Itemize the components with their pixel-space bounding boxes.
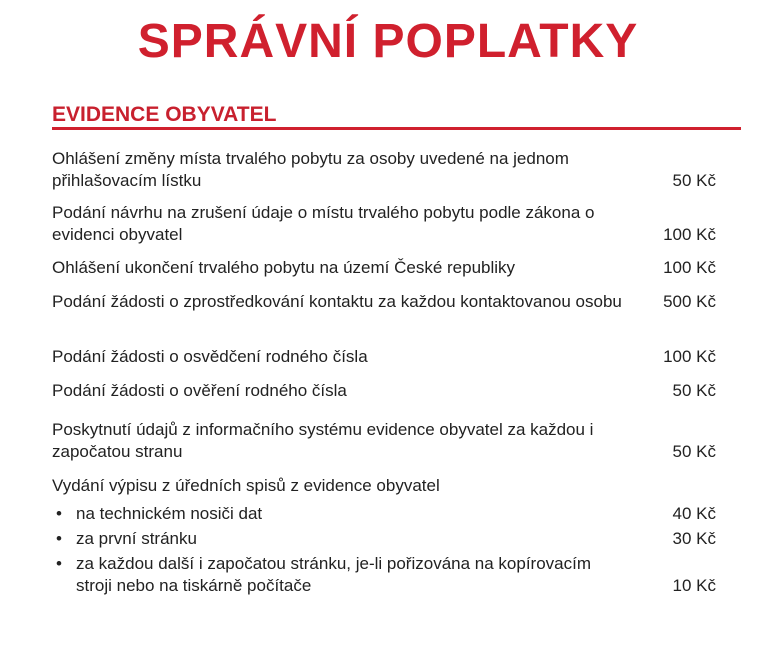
fee-description: Podání žádosti o osvědčení rodného čísla bbox=[52, 347, 368, 366]
fee-price: 100 Kč bbox=[663, 225, 716, 244]
fee-price: 100 Kč bbox=[663, 258, 716, 277]
fee-description: Poskytnutí údajů z informačního systému evidence obyvatel za každou i započatou stranu bbox=[52, 420, 594, 461]
bullet-icon: • bbox=[56, 554, 62, 573]
extract-heading: Vydání výpisu z úředních spisů z evidence obyvatel bbox=[52, 476, 440, 495]
bullet-item bbox=[52, 503, 716, 525]
fee-description: Ohlášení ukončení trvalého pobytu na území České republiky bbox=[52, 258, 516, 277]
fee-row bbox=[52, 148, 716, 192]
bullet-icon: • bbox=[56, 529, 62, 548]
fee-price: 100 Kč bbox=[663, 347, 716, 366]
fee-row bbox=[52, 291, 716, 313]
fee-row bbox=[52, 346, 716, 368]
section-heading: EVIDENCE OBYVATEL bbox=[52, 103, 277, 126]
fee-description: Podání návrhu na zrušení údaje o místu trvalého pobytu podle zákona o evidenci obyvatel bbox=[52, 203, 595, 244]
fee-price: 50 Kč bbox=[672, 171, 716, 190]
fee-price: 50 Kč bbox=[672, 442, 716, 461]
bullet-price: 40 Kč bbox=[672, 504, 716, 523]
fee-row bbox=[52, 202, 716, 246]
section-divider bbox=[52, 127, 741, 130]
fee-row bbox=[52, 257, 716, 279]
fee-description: Ohlášení změny místa trvalého pobytu za osoby uvedené na jednom přihlašovacím lístku bbox=[52, 149, 569, 190]
fee-row bbox=[52, 419, 716, 463]
bullet-description: za první stránku bbox=[76, 529, 197, 548]
fee-description: Podání žádosti o ověření rodného čísla bbox=[52, 381, 347, 400]
bullet-item bbox=[52, 553, 716, 597]
bullet-description: na technickém nosiči dat bbox=[76, 504, 263, 523]
fee-row bbox=[52, 380, 716, 402]
bullet-item bbox=[52, 528, 716, 550]
page-title: SPRÁVNÍ POPLATKY bbox=[137, 15, 639, 68]
bullet-description: za každou další i započatou stránku, je-li pořizována na kopírovacím stroji nebo na tiskárně počítače bbox=[76, 554, 591, 595]
bullet-icon: • bbox=[56, 504, 62, 523]
bullet-price: 30 Kč bbox=[672, 529, 716, 548]
extract-heading-row bbox=[52, 475, 716, 497]
fee-price: 500 Kč bbox=[663, 292, 716, 311]
fee-price: 50 Kč bbox=[672, 381, 716, 400]
bullet-price: 10 Kč bbox=[672, 576, 716, 595]
fee-description: Podání žádosti o zprostředkování kontaktu za každou kontaktovanou osobu bbox=[52, 292, 622, 311]
